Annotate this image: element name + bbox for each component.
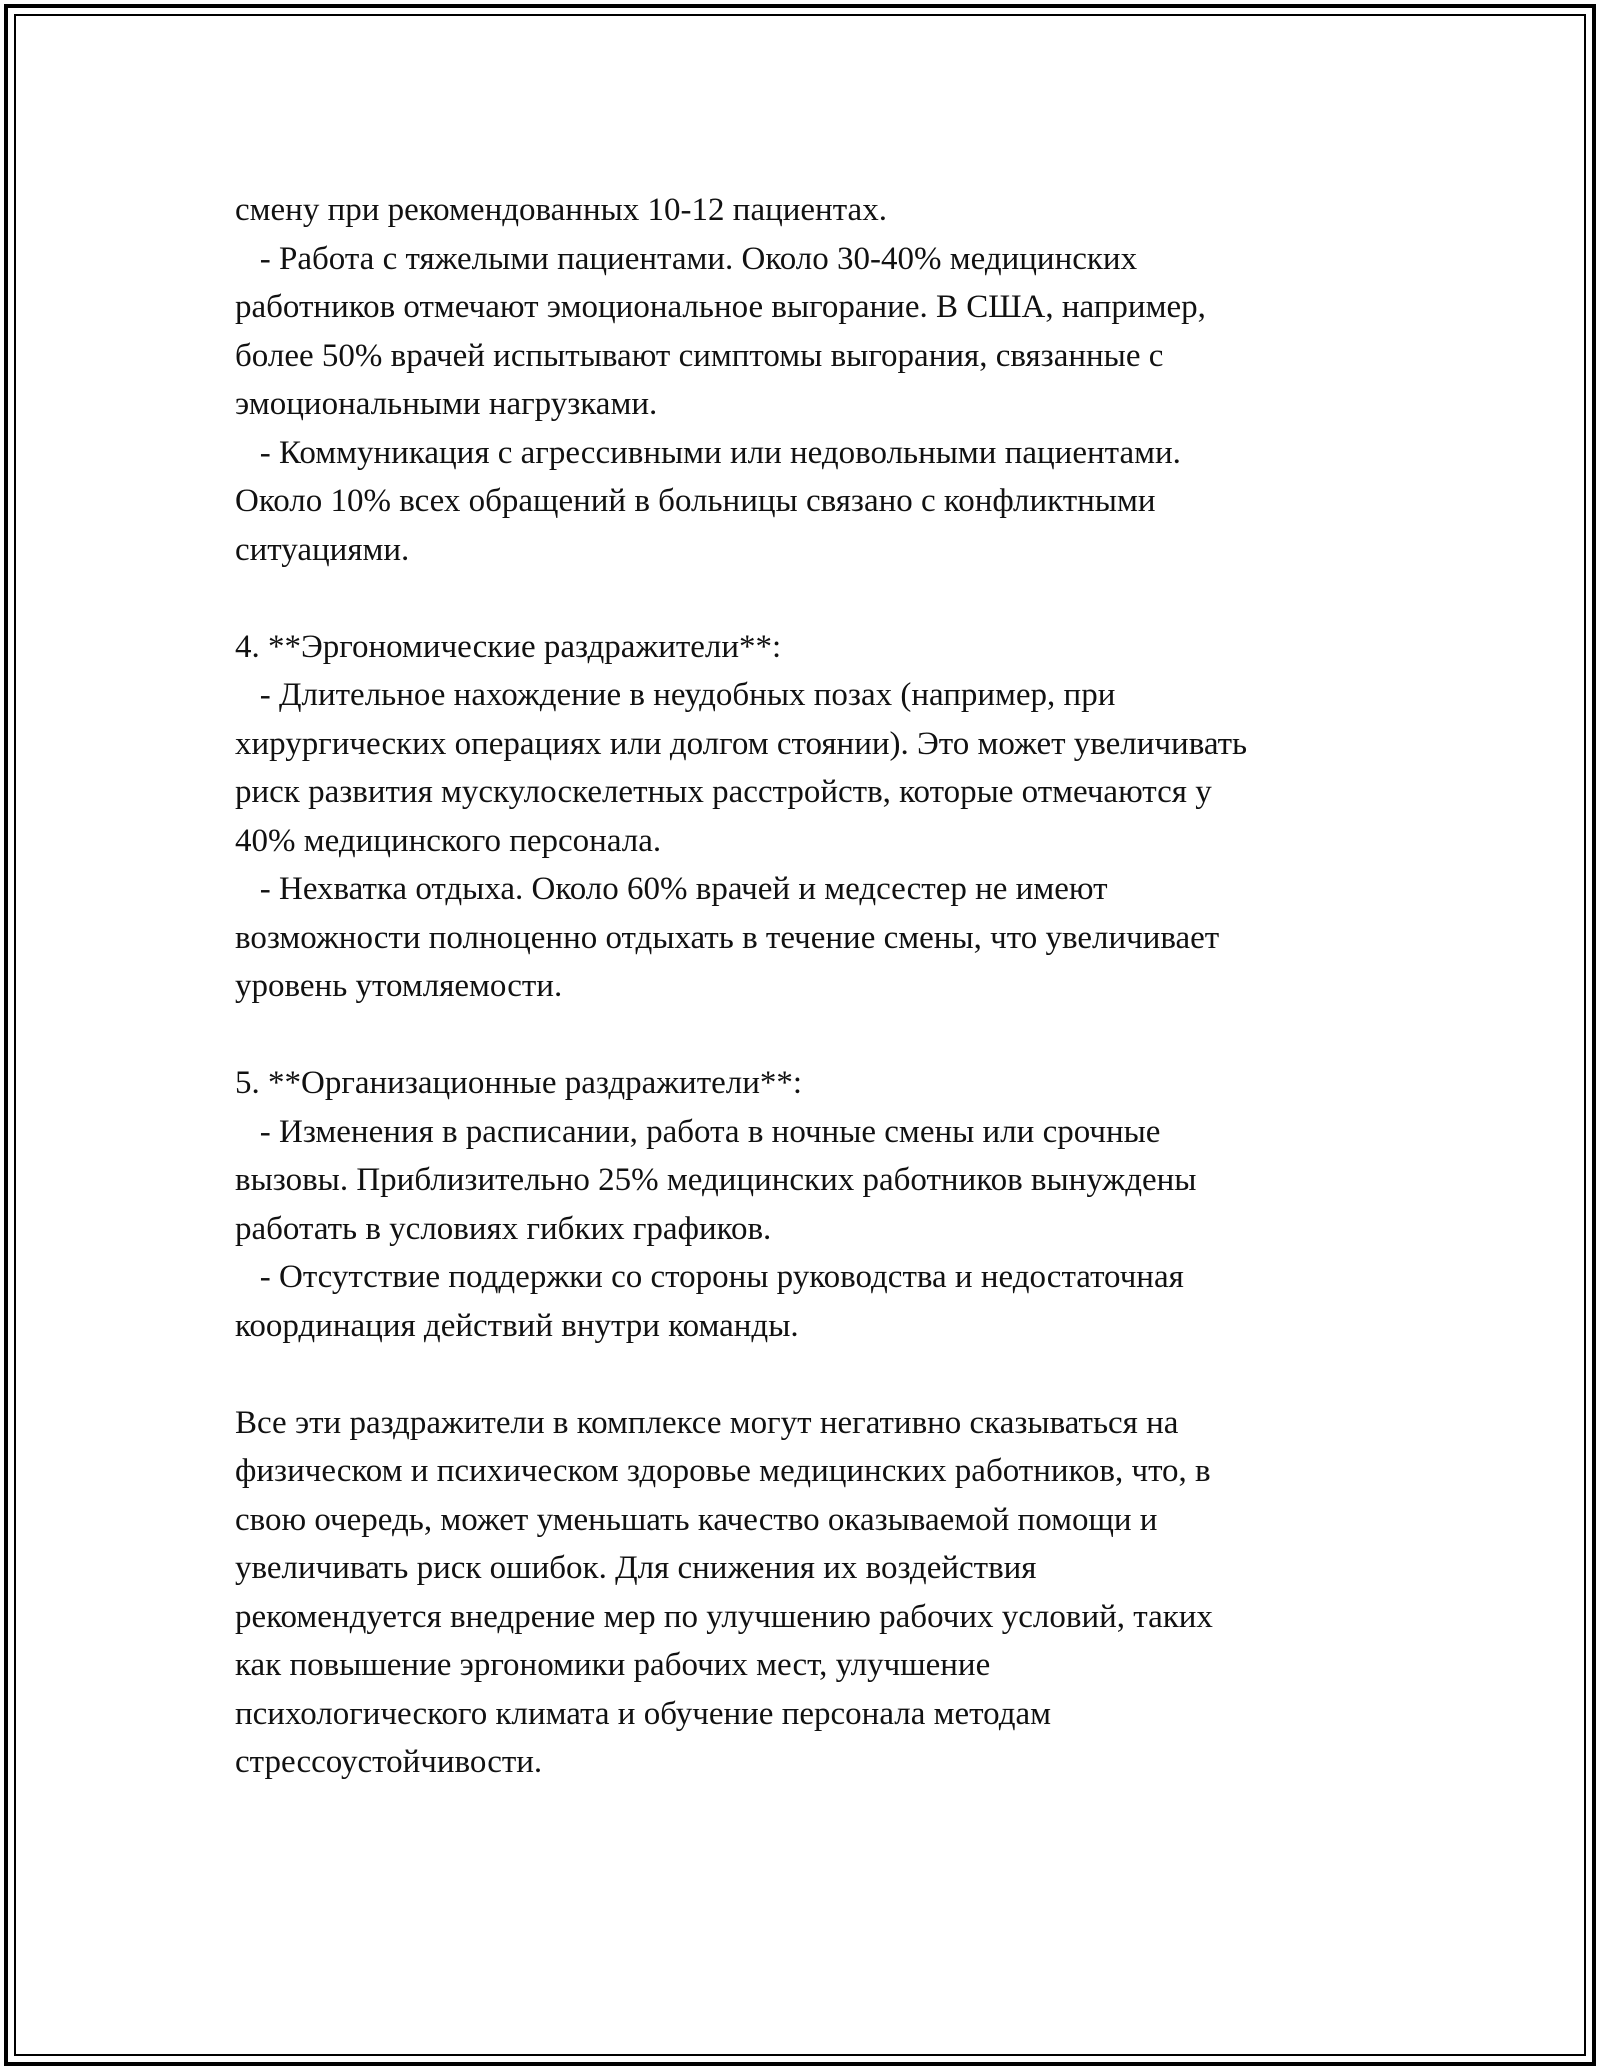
text-line: вызовы. Приблизительно 25% медицинских работников вынуждены [235,1162,1197,1198]
text-line: - Отсутствие поддержки со стороны руководства и недостаточная [235,1259,1184,1295]
text-line: работников отмечают эмоциональное выгорание. В США, например, [235,289,1206,325]
text-line: - Работа с тяжелыми пациентами. Около 30-40% медицинских [235,240,1138,277]
blank-line [235,574,1395,623]
text-line: - Длительное нахождение в неудобных позах (например, при [235,677,1116,713]
text-line: психологического климата и обучение персонала методам [235,1695,1052,1732]
section-heading: 5. **Организационные раздражители**: [235,1065,803,1101]
text-line: Все эти раздражители в комплексе могут негативно сказываться на [235,1404,1179,1441]
document-body [235,186,1395,1787]
text-line: физическом и психическом здоровье медицинских работников, что, в [235,1453,1211,1489]
text-line: свою очередь, может уменьшать качество оказываемой помощи и [235,1501,1158,1538]
text-line: ситуациями. [235,531,410,568]
text-line: - Нехватка отдыха. Около 60% врачей и медсестер не имеют [235,871,1108,907]
section-heading: 4. **Эргономические раздражители**: [235,628,782,665]
blank-line [235,1350,1395,1399]
text-line: смену при рекомендованных 10-12 пациентах. [235,192,887,228]
text-line: более 50% врачей испытывают симптомы выгорания, связанные с [235,337,1164,374]
text-line: эмоциональными нагрузками. [235,386,658,422]
text-line: хирургических операциях или долгом стоянии). Это может увеличивать [235,725,1248,762]
text-line: риск развития мускулоскелетных расстройств, которые отмечаются у [235,774,1212,810]
text-line: координация действий внутри команды. [235,1307,799,1344]
text-line: 40% медицинского персонала. [235,822,662,859]
text-line: рекомендуется внедрение мер по улучшению рабочих условий, таких [235,1598,1213,1635]
blank-line [235,1011,1395,1060]
text-line: Около 10% всех обращений в больницы связано с конфликтными [235,483,1156,519]
text-line: уровень утомляемости. [235,968,563,1004]
text-line: - Изменения в расписании, работа в ночные смены или срочные [235,1113,1161,1150]
text-line: увеличивать риск ошибок. Для снижения их воздействия [235,1550,1037,1586]
text-line: возможности полноценно отдыхать в течение смены, что увеличивает [235,919,1220,956]
text-line: как повышение эргономики рабочих мест, улучшение [235,1647,991,1683]
text-line: стрессоустойчивости. [235,1744,543,1780]
text-line: работать в условиях гибких графиков. [235,1210,772,1247]
text-line: - Коммуникация с агрессивными или недовольными пациентами. [235,434,1181,471]
